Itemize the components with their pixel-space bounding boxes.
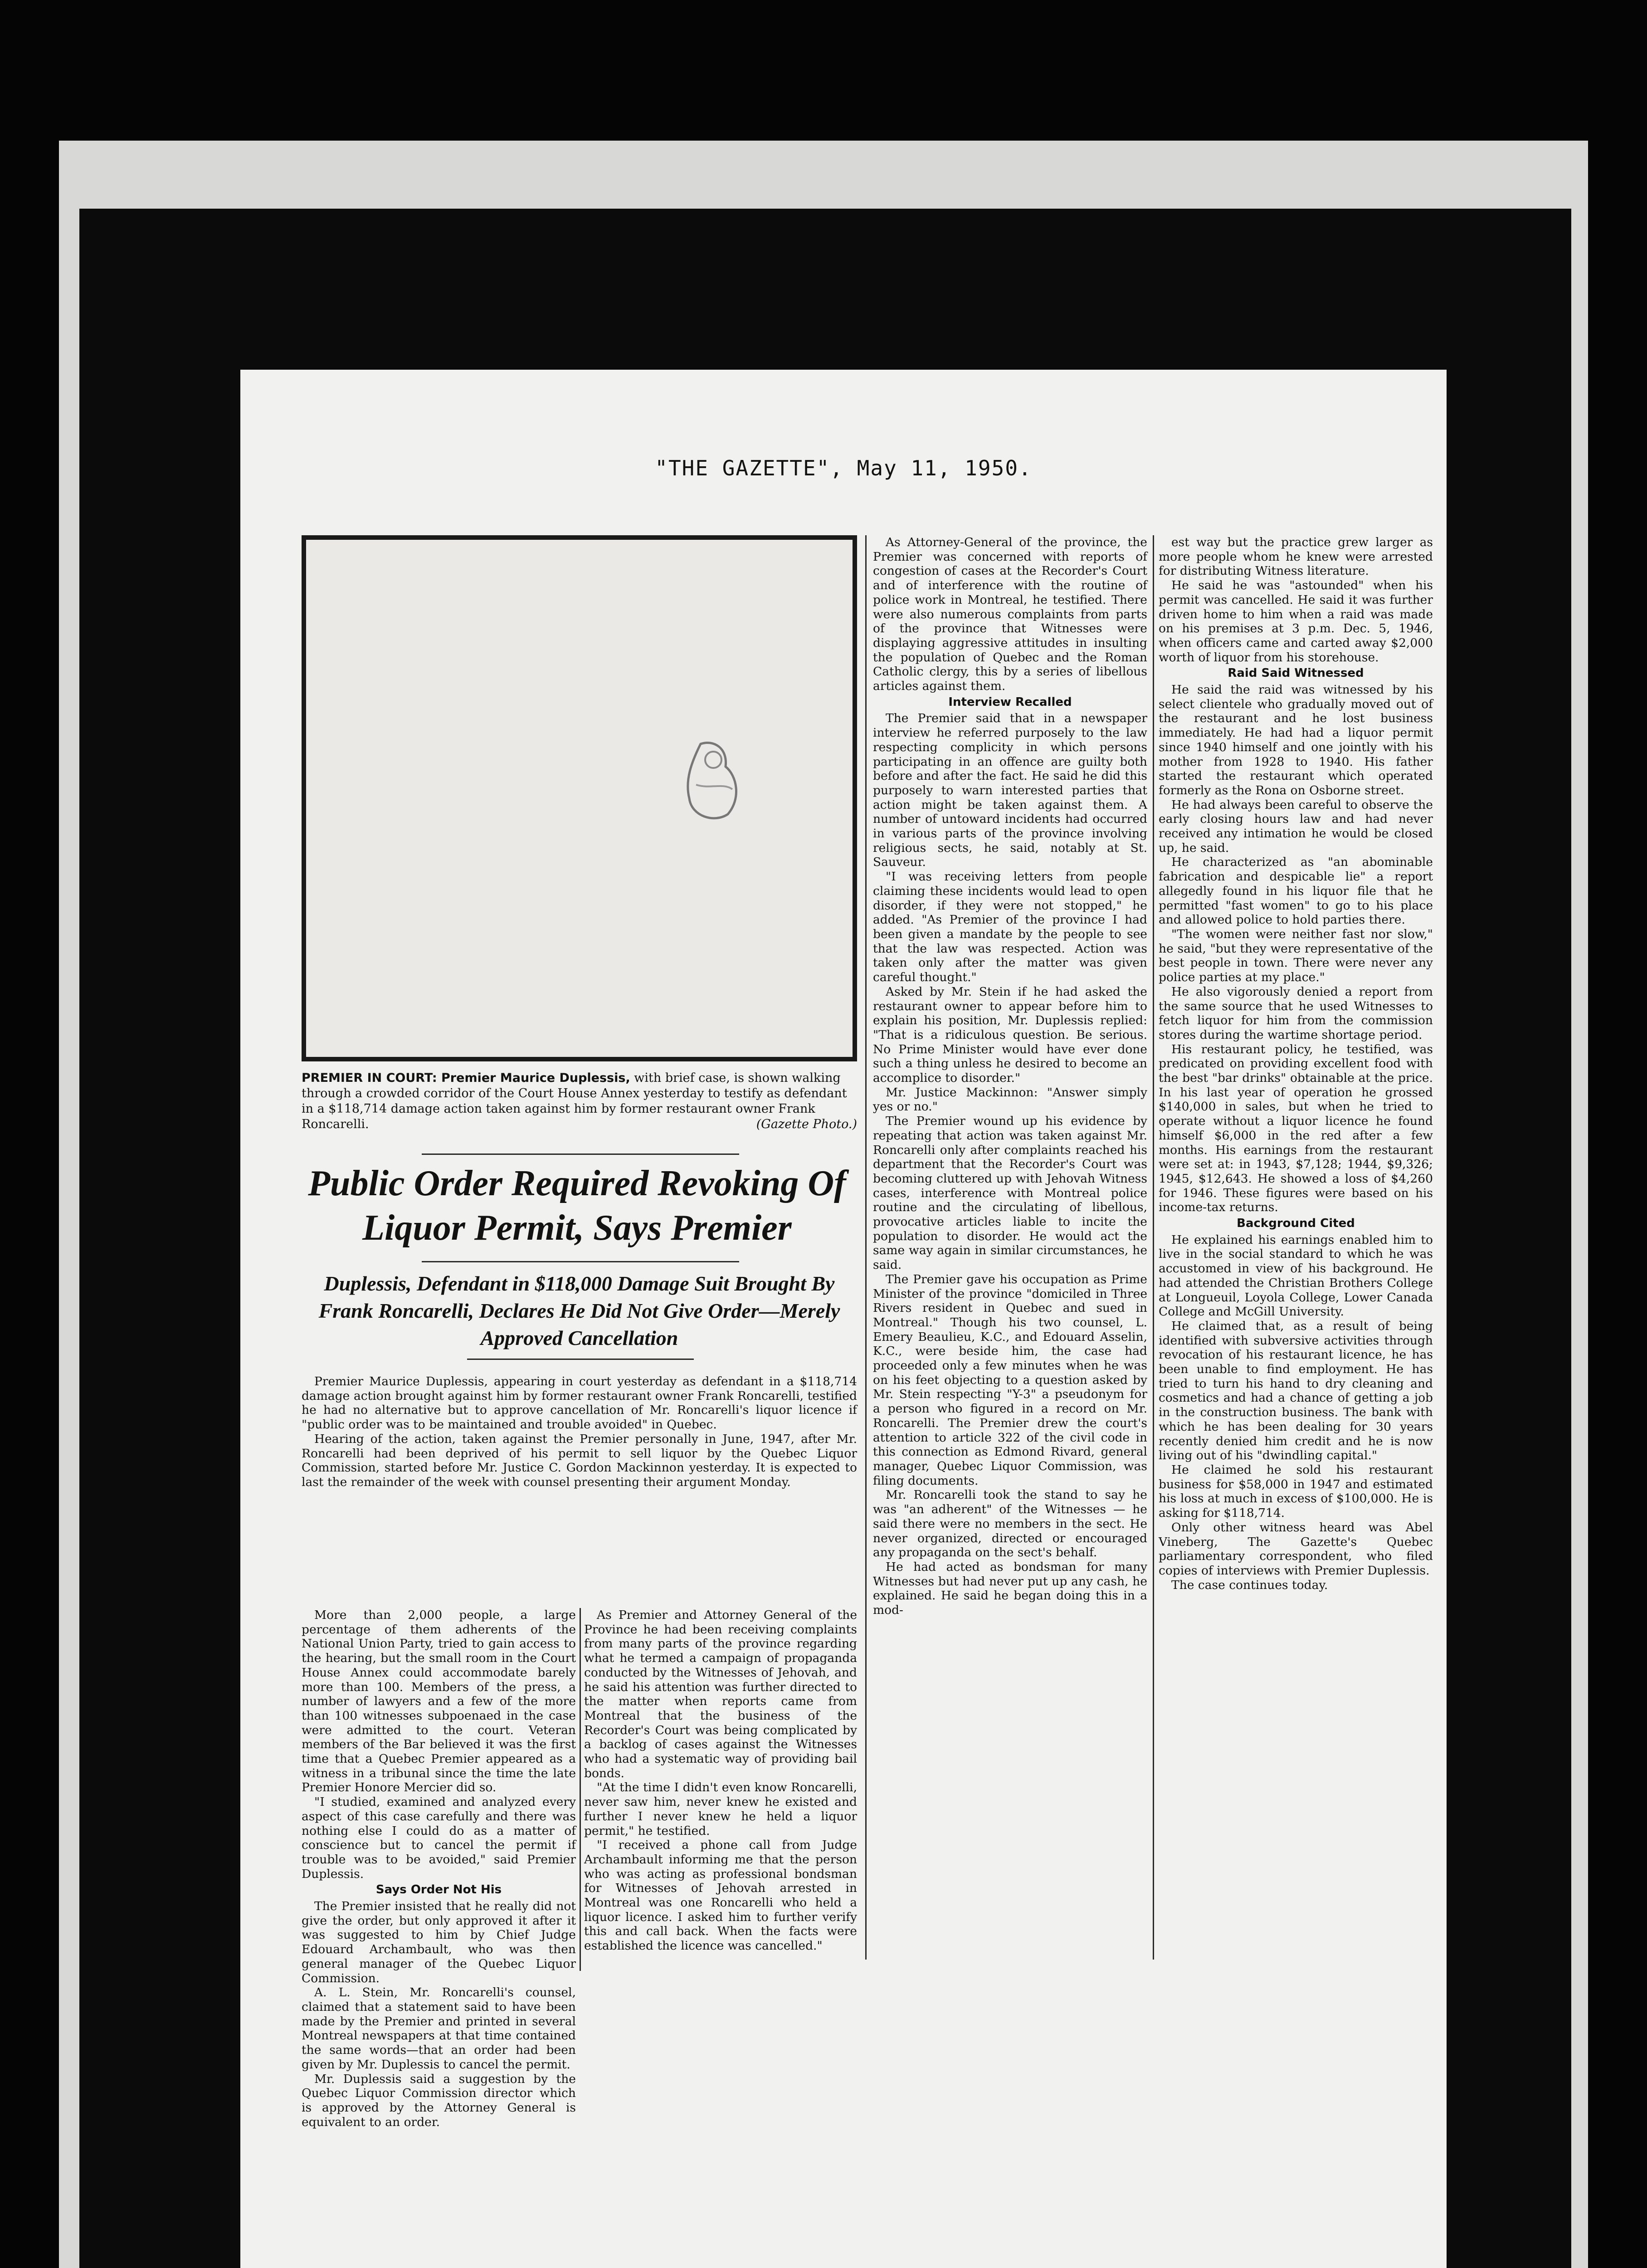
- column-4: [1159, 535, 1433, 1592]
- section-subhead: Raid Said Witnessed: [1228, 666, 1364, 680]
- paragraph: Mr. Justice Mackinnon: "Answer simply yes or no.": [873, 1085, 1147, 1114]
- paragraph: He said he was "astounded" when his permit was cancelled. He said it was further driven home to him when a raid was made on his premises at 3 p.m. Dec. 5, 1946, when officers came and carted away $2,000 worth of liquor from his storehouse.: [1159, 578, 1433, 665]
- paragraph: Premier Maurice Duplessis, appearing in court yesterday as defendant in a $118,714 damage action brought against him by former restaurant owner Frank Roncarelli, testified he had no alternative but to approve cancellation of Mr. Roncarelli's liquor licence if "public order was to be maintained and trouble avoided" in Quebec.: [302, 1374, 857, 1432]
- rule-sub: [467, 1359, 694, 1360]
- paragraph: "I studied, examined and analyzed every aspect of this case carefully and there was nothing else I could do as a matter of conscience but to cancel the permit if trouble was to be avoided," said Premier Duplessis.: [302, 1795, 576, 1881]
- paragraph: He had acted as bondsman for many Witnesses but had never put up any cash, he explained. He said he began doing this in a mod-: [873, 1559, 1147, 1618]
- column-divider-1: [580, 1608, 581, 1971]
- paragraph: "I received a phone call from Judge Archambault informing me that the person who was acting as professional bondsman for Witnesses of Jehovah arrested in Montreal was one Roncarelli who held a liquor licence. I asked him to further verify this and call back. When the facts were established the licence was cancelled.": [584, 1838, 857, 1953]
- subheadline: Duplessis, Defendant in $118,000 Damage Suit Brought By Frank Roncarelli, Declares He Did Not Give Order—Merely Approved Cancellation: [318, 1272, 840, 1349]
- photo-credit: (Gazette Photo.): [756, 1117, 857, 1131]
- paragraph: Asked by Mr. Stein if he had asked the restaurant owner to appear before him to explain his position, Mr. Duplessis replied: "That is a ridiculous question. Be serious. No Prime Minister would have ever done such a thing unless he desired to become an accomplice to disorder.": [873, 984, 1147, 1085]
- paragraph: The Premier wound up his evidence by repeating that action was taken against Mr. Roncarelli only after complaints reached his department that the Recorder's Court was becoming cluttered up with Jehovah Witness cases, interference with Montreal police routine and the circulating of libellous, provocative articles liable to incite the population to disorder. He would act the same way again in similar circumstances, he said.: [873, 1114, 1147, 1272]
- column-divider-3: [1153, 535, 1154, 1960]
- paragraph: The case continues today.: [1171, 1578, 1328, 1592]
- paragraph: He claimed he sold his restaurant business for $58,000 in 1947 and estimated his loss at much in excess of $100,000. He is asking for $118,714.: [1159, 1463, 1433, 1520]
- paragraph: "I was receiving letters from people claiming these incidents would lead to open disorder, if they were not stopped," he added. "As Premier of the province I had been given a mandate by the people to see that the law was respected. Action was taken only after the matter was given careful thought.": [873, 870, 1147, 985]
- paragraph: Mr. Duplessis said a suggestion by the Quebec Liquor Commission director which is approved by the Attorney General is equivalent to an order.: [302, 2072, 576, 2129]
- column-divider-main: [865, 535, 867, 1960]
- paragraph: He explained his earnings enabled him to live in the social standard to which he was accustomed in view of his background. He had attended the Christian Brothers College at Longueuil, Loyola College, Lower Canada College and McGill University.: [1159, 1232, 1433, 1319]
- paragraph: More than 2,000 people, a large percentage of them adherents of the National Union Party, tried to gain access to the hearing, but the small room in the Court House Annex could accommodate barely more than 100. Members of the press, a number of lawyers and a few of the more than 100 witnesses subpoenaed in the case were admitted to the court. Veteran members of the Bar believed it was the first time that a Quebec Premier appeared as a witness in a tribunal since the time the late Premier Honore Mercier did so.: [302, 1608, 576, 1795]
- newspaper-clipping-page: [240, 370, 1447, 2268]
- column-3: [873, 535, 1147, 1618]
- photo-caption: [302, 1070, 857, 1132]
- paragraph: He claimed that, as a result of being identified with subversive activities through revocation of his restaurant licence, he has been unable to find employment. He has tried to turn his hand to dry cleaning and cosmetics and had a chance of getting a job in the construction business. The bank with which he has been dealing for 30 years recently denied him credit and he is now living out of his "dwindling capital.": [1159, 1319, 1433, 1463]
- document-header: "THE GAZETTE", May 11, 1950.: [655, 456, 1032, 480]
- rule-mid: [422, 1261, 739, 1262]
- paragraph: As Attorney-General of the province, the Premier was concerned with reports of congestion of cases at the Recorder's Court and of interference with the routine of police work in Montreal, he testified. There were also numerous complaints from parts of the province that Witnesses were displaying aggressive attitudes in insulting the population of Quebec and the Roman Catholic clergy, this by a series of libellous articles against them.: [873, 535, 1147, 694]
- paragraph: He said the raid was witnessed by his select clientele who gradually moved out of the restaurant and he lost business immediately. He had had a liquor permit since 1940 himself and one jointly with his mother from 1928 to 1940. His father started the restaurant which operated formerly as the Rona on Osborne street.: [1159, 683, 1433, 797]
- paragraph: The Premier insisted that he really did not give the order, but only approved it after it was suggested to him by Chief Judge Edouard Archambault, who was then general manager of the Quebec Liquor Commission.: [302, 1899, 576, 1985]
- paragraph: As Premier and Attorney General of the Province he had been receiving complaints from many parts of the province regarding what he termed a campaign of propaganda conducted by the Witnesses of Jehovah, and he said his attention was further directed to the matter when reports came from Montreal that the business of the Recorder's Court was being complicated by a backlog of cases against the Witnesses who had a systematic way of providing bail bonds.: [584, 1608, 857, 1780]
- column-1: [302, 1608, 576, 2129]
- section-subhead: Says Order Not His: [375, 1883, 502, 1897]
- section-subhead: Interview Recalled: [948, 695, 1072, 709]
- rule-top: [422, 1154, 739, 1155]
- headline: Public Order Required Revoking Of Liquor Permit, Says Premier: [308, 1163, 846, 1248]
- paragraph: His restaurant policy, he testified, was predicated on providing excellent food with the best "bar drinks" obtainable at the price. In his last year of operation he grossed $140,000 in sales, but when he tried to operate without a liquor licence he found himself $6,000 in the red after a few months. His earnings from the restaurant were set at: in 1943, $7,128; 1944, $9,326; 1945, $12,643. He showed a loss of $4,260 for 1946. These figures were based on his income-tax returns.: [1159, 1042, 1433, 1215]
- paragraph: Mr. Roncarelli took the stand to say he was "an adherent" of the Witnesses — he said there were no members in the sect. He never organized, directed or encouraged any propaganda on the sect's behalf.: [873, 1488, 1147, 1560]
- caption-lead: PREMIER IN COURT: Premier Maurice Duplessis,: [302, 1071, 630, 1085]
- paragraph: "The women were neither fast nor slow," he said, "but they were representative of the best people in town. There were never any police parties at my place.": [1159, 927, 1433, 985]
- paragraph: Hearing of the action, taken against the Premier personally in June, 1947, after Mr. Roncarelli had been deprived of his permit to sell liquor by the Quebec Liquor Commission, started before Mr. Justice C. Gordon Mackinnon yesterday. It is expected to last the remainder of the week with counsel presenting their argument Monday.: [302, 1432, 857, 1489]
- paragraph: He had always been careful to observe the early closing hours law and had never received any intimation he would be closed up, he said.: [1159, 797, 1433, 855]
- paragraph: He also vigorously denied a report from the same source that he used Witnesses to fetch liquor for him from the commission stores during the wartime shortage period.: [1159, 984, 1433, 1042]
- intro-column: [302, 1374, 857, 1490]
- paragraph: He characterized as "an abominable fabrication and despicable lie" a report allegedly found in his liquor file that he permitted "fast women" to go to his place and allowed police to hold parties there.: [1159, 855, 1433, 927]
- paragraph: est way but the practice grew larger as more people whom he knew were arrested for distributing Witness literature.: [1159, 535, 1433, 578]
- section-subhead: Background Cited: [1237, 1217, 1355, 1231]
- paragraph: A. L. Stein, Mr. Roncarelli's counsel, claimed that a statement said to have been made by the Premier and printed in several Montreal newspapers at that time contained the same words—that an order had been given by Mr. Duplessis to cancel the permit.: [302, 1985, 576, 2072]
- paragraph: The Premier gave his occupation as Prime Minister of the province "domiciled in Three Rivers resident in Quebec and sued in Montreal." Though his two counsel, L. Emery Beaulieu, K.C., and Edouard Asselin, K.C., were beside him, the case had proceeded only a few minutes when he was on his feet objecting to a question asked by Mr. Stein respecting "Y-3" a pseudonym for a person who figured in a record on Mr. Roncarelli. The Premier drew the court's attention to article 322 of the civil code in this connection as Edmond Rivard, general manager, Quebec Liquor Commission, was filing documents.: [873, 1272, 1147, 1488]
- caption-text: with brief case, is shown walking through a crowded corridor of the Court House Annex yesterday to testify as defendant in a $118,714 damage action taken against him by former restaurant owner Frank Roncarelli.: [302, 1071, 847, 1131]
- photo-figure-icon: [673, 735, 755, 826]
- column-2: [584, 1608, 857, 1953]
- court-photo: [302, 535, 857, 1061]
- paragraph: Only other witness heard was Abel Vineberg, The Gazette's Quebec parliamentary correspondent, who filed copies of interviews with Premier Duplessis.: [1159, 1520, 1433, 1578]
- paragraph: The Premier said that in a newspaper interview he referred purposely to the law respecting complicity in which persons participating in an offence are guilty both before and after the fact. He said he did this purposely to warn interested parties that action might be taken against them. A number of untoward incidents had occurred in various parts of the province involving religious sects, he said, notably at St. Sauveur.: [873, 711, 1147, 870]
- paragraph: "At the time I didn't even know Roncarelli, never saw him, never knew he existed and further I never knew he held a liquor permit," he testified.: [584, 1780, 857, 1838]
